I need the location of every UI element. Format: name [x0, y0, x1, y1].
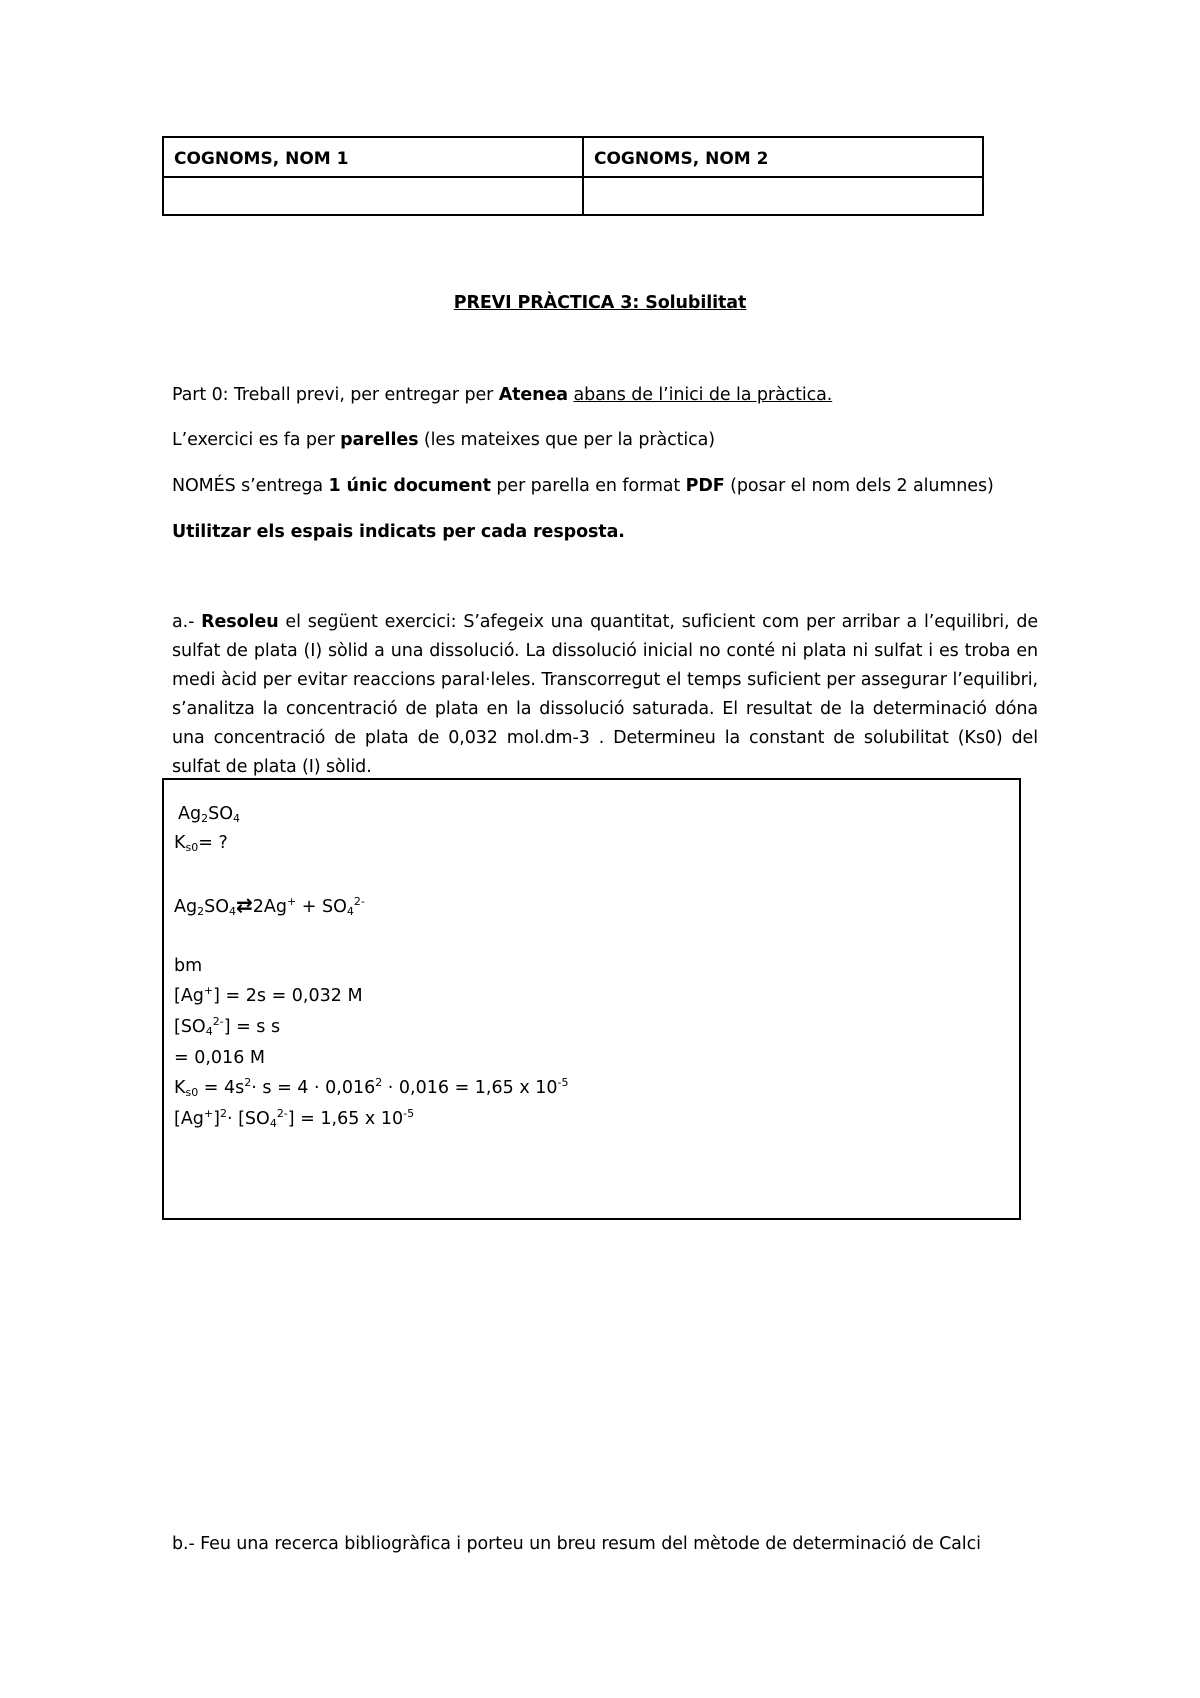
question-a: [172, 608, 1038, 782]
instruction-3-text-c: per parella en format: [490, 476, 686, 496]
question-b: [172, 1532, 981, 1556]
instruction-1-text-a: Part 0: Treball previ, per entregar per: [172, 385, 499, 405]
instruction-3-text-e: (posar el nom dels 2 alumnes): [724, 476, 994, 496]
answer-line-bm: bm: [174, 956, 203, 976]
answer-line-s-value: = 0,016 M: [174, 1048, 265, 1068]
answer-line-so4-conc: $[SO_4^{2-}] = s$ s: [174, 1015, 281, 1038]
answer-line-product: $[Ag^+]^2\cdot [SO_4^{2-}] = 1,65$ x $10^{-5}$: [174, 1107, 415, 1130]
instruction-3-bold-1: 1 únic document: [328, 476, 491, 496]
name-2-field[interactable]: [583, 177, 983, 215]
answer-line-ks0-calc: $K_{s0} = 4s^2\cdot s = 4 \cdot 0,016^2 \cdot 0,016 = 1,65$ x $10^{-5}$: [174, 1076, 569, 1099]
answer-line-equilibrium: $Ag_2SO_4⇄2Ag^+ + SO_4^{2-}$: [174, 893, 365, 918]
page-title: PREVI PRÀCTICA 3: Solubilitat: [453, 293, 747, 313]
instruction-1-underlined: abans de l’inici de la pràctica.: [573, 385, 833, 405]
instruction-3-text-a: NOMÉS s’entrega: [172, 476, 329, 496]
name-1-header: COGNOMS, NOM 1: [163, 137, 583, 177]
answer-line-formula: $Ag_2SO_4$: [178, 804, 240, 825]
equilibrium-arrow-icon: ⇄: [235, 893, 253, 917]
instruction-line-2: [172, 428, 715, 452]
instruction-line-1: [172, 383, 832, 407]
question-a-text: el següent exercici: S’afegeix una quantitat, suficient com per arribar a l’equilibri, de sulfat de plata (I) sòlid a una dissolució. La dissolució inicial no conté ni plata ni sulfat i es troba en medi àcid per evitar reaccions paral·leles. Transcorregut el temps suficient per assegurar l’equilibri, s’analitza la concentració de plata en la dissolució saturada. El resultat de la determinació dóna una concentració de plata de 0,032 mol.dm-3 . Determineu la constant de solubilitat (Ks0) del sulfat de plata (I) sòlid.: [172, 612, 1038, 777]
answer-line-ag-conc: [Ag+] = 2s = 0,032 M: [174, 984, 363, 1006]
name-2-header: COGNOMS, NOM 2: [583, 137, 983, 177]
instruction-line-3: [172, 474, 994, 498]
instruction-2-text-c: (les mateixes que per la pràctica): [418, 430, 716, 450]
answer-box-a[interactable]: [162, 778, 1021, 1220]
question-a-bold: Resoleu: [201, 612, 279, 632]
instruction-1-bold: Atenea: [498, 385, 569, 405]
name-1-field[interactable]: [163, 177, 583, 215]
student-names-table: [162, 136, 984, 216]
instruction-3-bold-2: PDF: [685, 476, 725, 496]
question-a-prefix: a.-: [172, 612, 202, 632]
instruction-2-text-a: L’exercici es fa per: [172, 430, 341, 450]
question-b-text: Feu una recerca bibliogràfica i porteu un breu resum del mètode de determinació de Calci: [200, 1534, 981, 1554]
question-b-prefix: b.-: [172, 1534, 201, 1554]
answer-line-ks0-unknown: $K_{s0}=$ ?: [174, 833, 228, 854]
instruction-line-4: Utilitzar els espais indicats per cada resposta.: [172, 522, 625, 542]
instruction-2-bold: parelles: [340, 430, 419, 450]
